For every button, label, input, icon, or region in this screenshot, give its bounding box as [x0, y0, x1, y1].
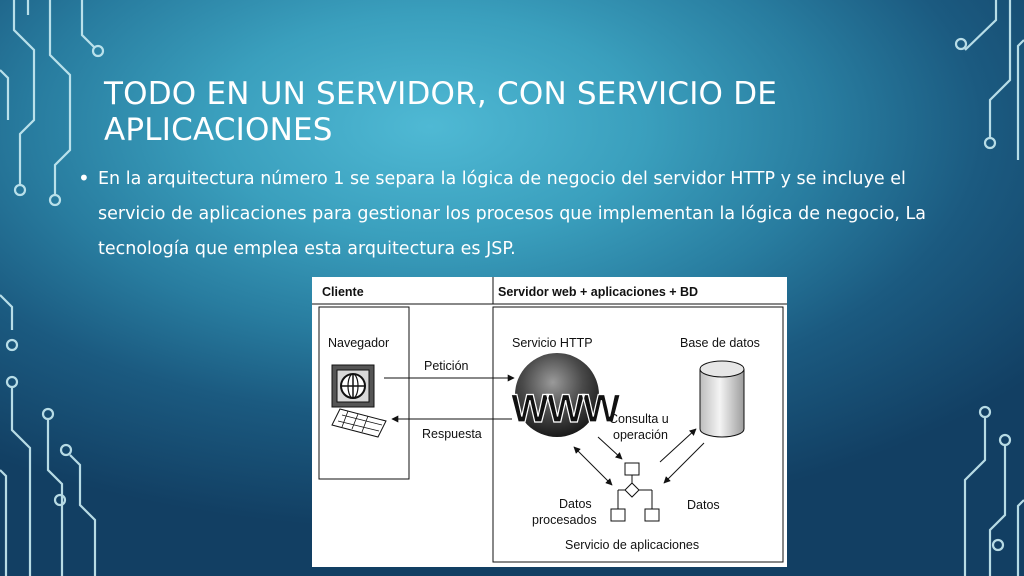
query-label-line1: Consulta u	[609, 412, 669, 426]
processed-data-arrow	[574, 447, 612, 485]
slide-title: TODO EN UN SERVIDOR, CON SERVICIO DE APLICACIONES	[104, 76, 778, 148]
browser-label: Navegador	[328, 336, 390, 350]
data-label: Datos	[687, 498, 720, 512]
app-service-label: Servicio de aplicaciones	[565, 538, 700, 552]
database-label: Base de datos	[680, 336, 760, 350]
svg-text:WWW: WWW	[511, 387, 619, 431]
processed-data-line2: procesados	[532, 513, 597, 527]
www-globe-icon	[511, 353, 621, 437]
computer-icon	[332, 365, 386, 437]
database-icon	[700, 361, 744, 437]
process-flowchart-icon	[611, 463, 659, 521]
architecture-diagram	[312, 277, 787, 567]
bullet-dot-icon: •	[78, 166, 90, 190]
server-header: Servidor web + aplicaciones + BD	[498, 285, 699, 299]
response-label: Respuesta	[422, 427, 482, 441]
bullet-text: En la arquitectura número 1 se separa la lógica de negocio del servidor HTTP y se incluye el servicio de aplicaciones para gestionar los procesos que implementan la lógica de negocio, La tecnología que emplea esta arquitectura es JSP.	[98, 169, 927, 259]
processed-data-line1: Datos	[559, 497, 592, 511]
request-label: Petición	[424, 359, 469, 373]
client-header: Cliente	[322, 285, 364, 299]
http-service-label: Servicio HTTP	[512, 336, 593, 350]
data-arrow-in	[664, 443, 704, 483]
query-label-line2: operación	[613, 428, 668, 442]
